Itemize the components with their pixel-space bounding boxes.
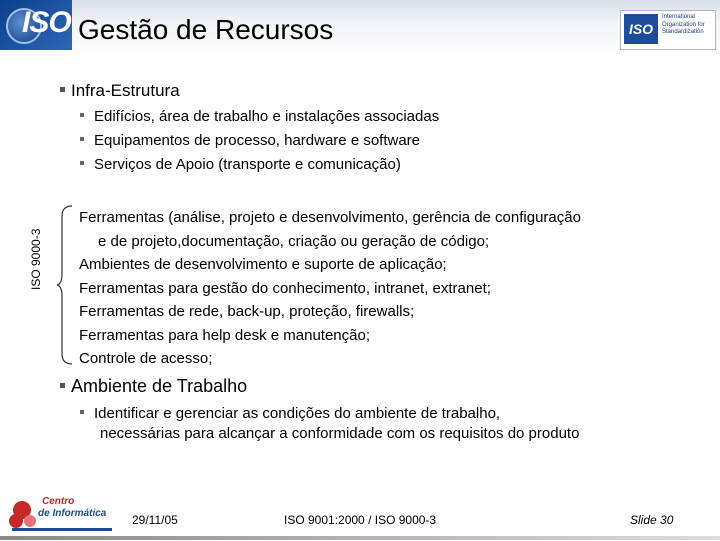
footer-date: 29/11/05 xyxy=(132,513,178,527)
tools-line: Controle de acesso; xyxy=(79,350,213,367)
bullet-square-icon xyxy=(60,87,65,92)
tools-line: Ferramentas (análise, projeto e desenvolvimento, gerência de configuração xyxy=(79,209,581,226)
footer-standard: ISO 9001:2000 / ISO 9000-3 xyxy=(284,513,437,527)
tools-line: e de projeto,documentação, criação ou geração de código; xyxy=(98,232,490,250)
tools-line: Ambientes de desenvolvimento e suporte de aplicação; xyxy=(79,256,447,273)
bullet-square-icon xyxy=(80,410,84,414)
iso-logo-left xyxy=(0,0,72,50)
side-label: ISO 9000-3 xyxy=(29,228,43,290)
ambiente-item: Identificar e gerenciar as condições do ambiente de trabalho, xyxy=(80,405,500,422)
tools-line: Ferramentas de rede, back-up, proteção, firewalls; xyxy=(79,303,415,320)
bullet-ambiente-label: Ambiente de Trabalho xyxy=(71,376,248,396)
bullet-ambiente xyxy=(60,376,247,397)
infra-item: Edifícios, área de trabalho e instalações associadas xyxy=(80,108,439,125)
tools-list xyxy=(79,206,581,371)
iso-logo-left-text: ISO xyxy=(22,6,71,39)
ambiente-item-cont: necessárias para alcançar a conformidade com os requisitos do produto xyxy=(100,425,580,442)
curly-brace-icon xyxy=(56,204,76,366)
bullet-square-icon xyxy=(80,113,84,117)
tools-line: Ferramentas para help desk e manutenção; xyxy=(79,326,370,344)
footer-slide-number: Slide 30 xyxy=(630,513,674,527)
iso-org-name: International Organization for Standardization xyxy=(662,14,705,35)
footer-logo-line1: Centro xyxy=(42,496,75,507)
tools-line: Ferramentas para gestão do conhecimento, intranet, extranet; xyxy=(79,279,491,297)
slide-title: Gestão de Recursos xyxy=(78,14,334,45)
bullet-infra xyxy=(60,81,180,101)
footer-divider xyxy=(0,536,720,540)
bullet-square-icon xyxy=(60,383,65,388)
infra-item: Serviços de Apoio (transporte e comunicação) xyxy=(80,156,401,173)
bullet-square-icon xyxy=(80,161,84,165)
bullet-square-icon xyxy=(80,137,84,141)
footer-logo-line2: de Informática xyxy=(38,508,107,519)
bullet-infra-label: Infra-Estrutura xyxy=(71,81,180,100)
footer-logo xyxy=(2,490,120,536)
infra-item: Equipamentos de processo, hardware e software xyxy=(80,132,420,149)
iso-badge: ISO xyxy=(624,14,658,44)
iso-logo-right xyxy=(620,10,716,50)
